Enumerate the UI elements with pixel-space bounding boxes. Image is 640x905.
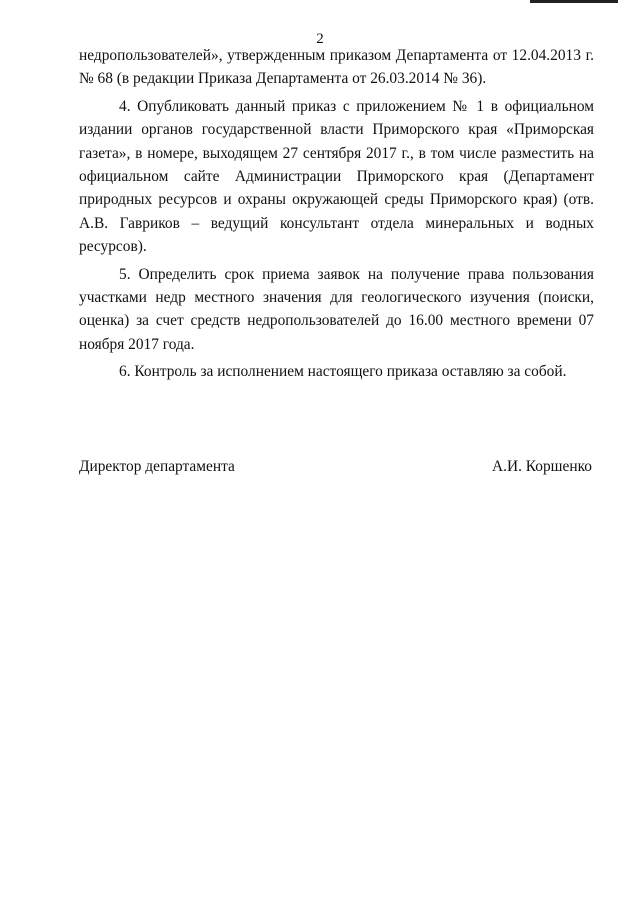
paragraph-item-4: 4. Опубликовать данный приказ с приложением № 1 в официальном издании органов государственной власти Приморского края «Приморская газета», в номере, выходящем 27 сентября 2017 г., в том числе разместить на официальном сайте Администрации Приморского края (Департамент природных ресурсов и охраны окружающей среды Приморского края) (отв. А.В. Гавриков – ведущий консультант отдела минеральных и водных ресурсов). (79, 97, 594, 256)
document-body (79, 44, 594, 384)
corner-scan-mark (530, 0, 618, 3)
signature-block (79, 457, 592, 477)
paragraph-item-6: 6. Контроль за исполнением настоящего приказа оставляю за собой. (119, 363, 567, 381)
signatory-position: Директор департамента (79, 458, 235, 475)
paragraph-item-5: 5. Определить срок приема заявок на получение права пользования участками недр местного значения для геологического изучения (поиски, оценка) за счет средств недропользователей до 16.00 местного времени 07 ноября 2017 года. (79, 265, 594, 353)
page-number: 2 (316, 31, 324, 47)
paragraph-continuation: недропользователей», утвержденным приказом Департамента от 12.04.2013 г. № 68 (в редакции Приказа Департамента от 26.03.2014 № 36). (79, 47, 594, 88)
signatory-name: А.И. Коршенко (492, 458, 592, 475)
